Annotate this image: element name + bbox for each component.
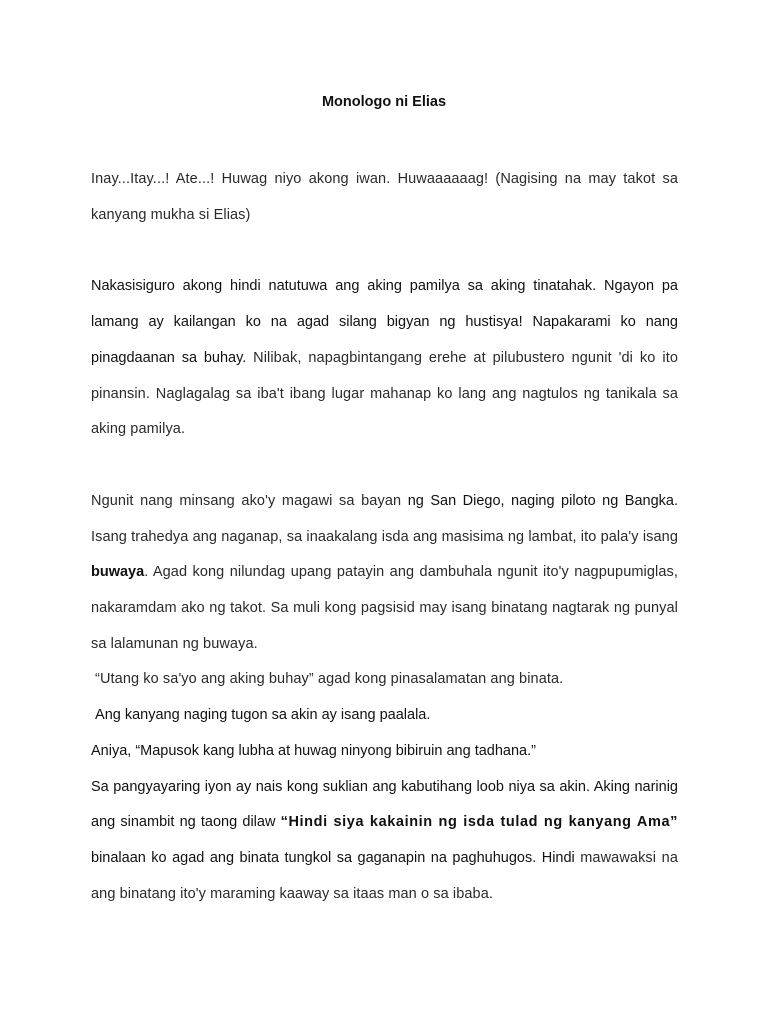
paragraph-4 [91, 662, 678, 698]
paragraph-7 [91, 770, 678, 913]
paragraph-1-text: Inay...Itay...! Ate...! Huwag niyo akong iwan. Huwaaaaaag! (Nagising na may takot sa kanyang mukha si Elias) [91, 171, 678, 223]
paragraph-7-text-c: mawawaksi na ang binatang ito'y maraming kaaway sa itaas man o sa ibaba. [91, 849, 678, 902]
paragraph-6-text: Aniya, “Mapusok kang lubha at huwag ninyong bibiruin ang tadhana.” [91, 742, 536, 759]
paragraph-2-text-a: Nakasisiguro akong hindi natutuwa ang aking pamilya sa aking tinatahak. Ngayon pa lamang ay kailangan ko na agad silang bigyan ng hustisya! Napakarami ko nang pinagdaanan sa buhay. [91, 278, 678, 366]
paragraph-3-bold: buwaya [91, 564, 145, 581]
paragraph-3-text-c: Isang trahedya ang naganap, sa inaakalang isda ang masisima ng lambat, ito pala'y isang [91, 528, 678, 545]
paragraph-4-text: “Utang ko sa'yo ang aking buhay” agad kong pinasalamatan ang binata. [95, 671, 564, 688]
paragraph-3 [91, 484, 678, 663]
document-title: Monologo ni Elias [321, 94, 447, 110]
paragraph-5 [91, 698, 678, 734]
document-body [91, 162, 678, 912]
paragraph-7-text-b: binalaan ko agad ang binata tungkol sa gaganapin na paghuhugos. Hindi [91, 849, 581, 866]
paragraph-2 [91, 269, 678, 448]
paragraph-7-bold: “Hindi siya kakainin ng isda tulad ng kanyang Ama” [280, 814, 678, 831]
paragraph-5-text: Ang kanyang naging tugon sa akin ay isang paalala. [95, 707, 431, 724]
paragraph-3-text-b: ng San Diego, naging piloto ng Bangka. [407, 492, 679, 509]
paragraph-3-text-a: Ngunit nang minsang ako'y magawi sa bayan [91, 492, 408, 509]
paragraph-6 [91, 734, 678, 770]
paragraph-2-text-b: Nilibak, napagbintangang erehe at pilubustero ngunit 'di ko ito pinansin. Naglagalag sa iba't ibang lugar mahanap ko lang ang nagtulos ng tanikala sa aking pamilya. [91, 349, 678, 438]
paragraph-3-text-d: . Agad kong nilundag upang patayin ang dambuhala ngunit ito'y nagpupumiglas, nakaramdam ako ng takot. Sa muli kong pagsisid may isang binatang nagtarak ng punyal sa lalamunan ng buwaya. [91, 564, 678, 652]
paragraph-7-text-a: Sa pangyayaring iyon ay nais kong suklian ang kabutihang loob niya sa akin. Aking narinig ang sinambit ng taong dilaw [91, 778, 678, 831]
paragraph-1 [91, 162, 678, 233]
